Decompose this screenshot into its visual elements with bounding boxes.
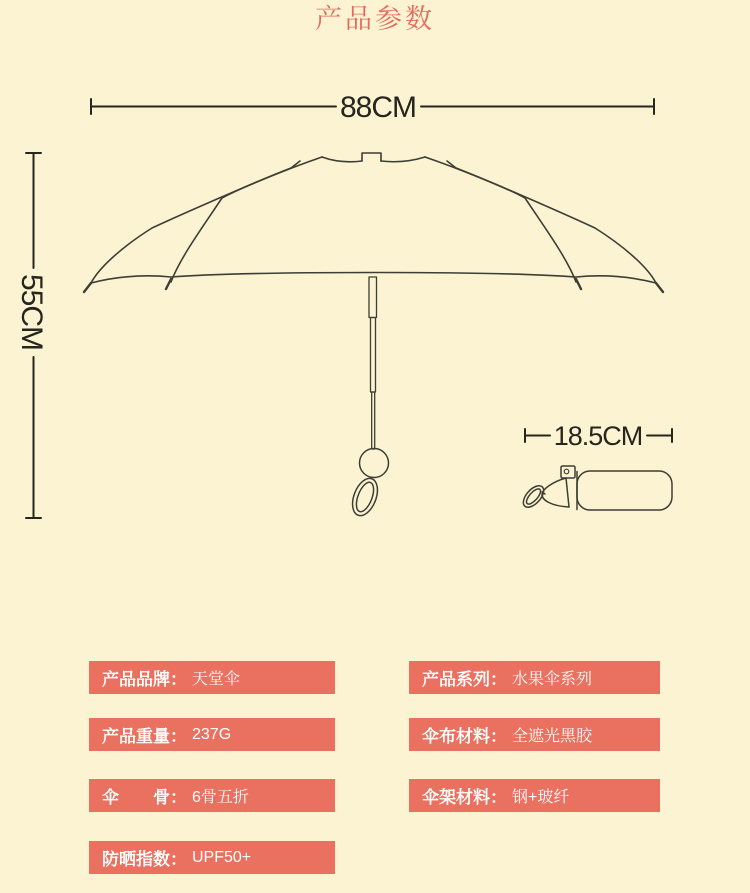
- spec-series: [409, 661, 660, 694]
- folded-umbrella-illustration: [520, 466, 672, 511]
- spec-ribs: [89, 779, 335, 812]
- page-title: 产品参数: [315, 4, 435, 34]
- spec-upf-value: UPF50+: [192, 848, 252, 866]
- width-dimension-line: [91, 91, 654, 124]
- spec-brand-value: 天堂伞: [192, 671, 241, 688]
- spec-brand: [89, 661, 335, 694]
- spec-frame-value: 钢+玻纤: [512, 789, 570, 806]
- height-dimension-line: [15, 153, 48, 518]
- umbrella-illustration: [84, 153, 663, 519]
- umbrella-handle: [348, 449, 389, 520]
- umbrella-top-cap: [362, 153, 381, 161]
- spec-series-label: 产品系列：: [422, 670, 507, 689]
- spec-fabric-value: 全遮光黑胶: [512, 728, 593, 745]
- spec-brand-label: 产品品牌：: [102, 670, 187, 689]
- spec-series-value: 水果伞系列: [512, 671, 593, 688]
- spec-frame: [409, 779, 660, 812]
- spec-ribs-label: 伞 骨：: [102, 788, 187, 807]
- spec-frame-label: 伞架材料：: [422, 788, 507, 807]
- spec-upf-label: 防晒指数：: [102, 850, 187, 869]
- height-dimension-label: 55CM: [15, 273, 48, 351]
- spec-fabric-label: 伞布材料：: [422, 727, 507, 746]
- spec-ribs-value: 6骨五折: [192, 789, 249, 806]
- spec-weight-label: 产品重量：: [102, 727, 187, 746]
- spec-weight-value: 237G: [192, 725, 232, 743]
- spec-upf: [89, 841, 335, 874]
- spec-weight: [89, 718, 335, 751]
- folded-dimension-line: [525, 421, 672, 451]
- folded-dimension-label: 18.5CM: [553, 421, 643, 451]
- width-dimension-label: 88CM: [339, 91, 417, 124]
- umbrella-shaft: [369, 277, 377, 449]
- spec-fabric: [409, 718, 660, 751]
